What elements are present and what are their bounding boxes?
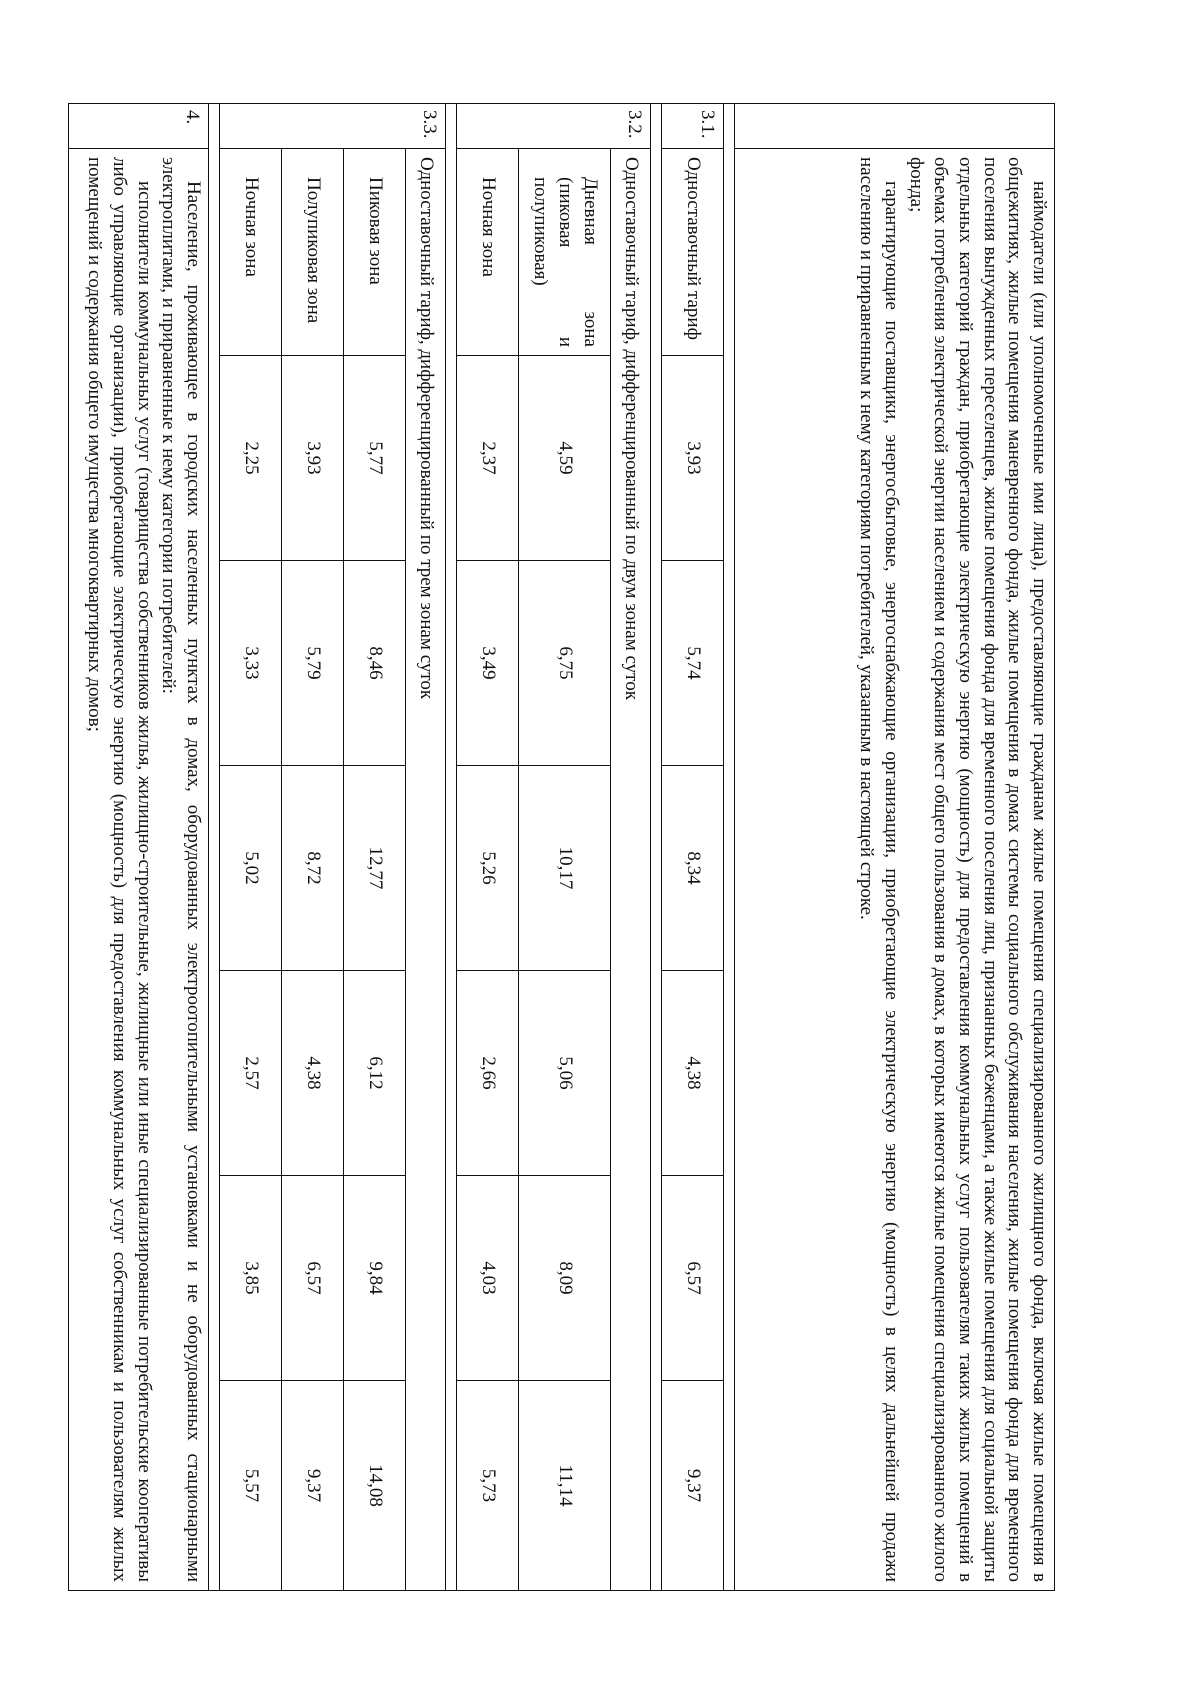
tariff-value: 6,57 [662,1176,724,1381]
tariff-value: 8,46 [344,561,406,766]
tariff-value: 3,33 [220,561,282,766]
tariff-name: Одноставочный тариф [662,149,724,356]
row-gap [209,104,220,1591]
table-row-3-3 [406,104,446,1591]
tariff-value: 9,37 [662,1381,724,1591]
table-row-3-2 [611,104,651,1591]
tariff-value: 2,66 [457,971,519,1176]
tariff-value: 10,17 [519,766,611,971]
row-gap [446,104,457,1591]
tariff-value: 5,06 [519,971,611,1176]
zone-name: Дневная зона (пиковая и полупиковая) [519,149,611,356]
tariff-value: 3,93 [662,356,724,561]
row-number [735,104,1055,149]
tariff-value: 5,02 [220,766,282,971]
table-row-3-3-night [220,104,282,1591]
tariff-value: 2,25 [220,356,282,561]
row-number: 3.1. [662,104,724,149]
zone-name: Ночная зона [457,149,519,356]
tariff-value: 8,72 [282,766,344,971]
tariff-table [68,103,1055,1591]
tariff-value: 6,57 [282,1176,344,1381]
table-row-3-3-semipeak [282,104,344,1591]
tariff-value: 14,08 [344,1381,406,1591]
tariff-value: 11,14 [519,1381,611,1591]
section-title: Одноставочный тариф, дифференцированный по двум зонам суток [611,149,651,1591]
zone-name: Пиковая зона [344,149,406,356]
tariff-value: 3,49 [457,561,519,766]
row-number: 3.2. [457,104,651,149]
tariff-value: 4,38 [662,971,724,1176]
tariff-value: 4,38 [282,971,344,1176]
table-row-4 [69,104,209,1591]
tariff-value: 8,09 [519,1176,611,1381]
tariff-value: 12,77 [344,766,406,971]
table-row-3-2-day [519,104,611,1591]
row-gap [724,104,735,1591]
table-row-3-3-peak [344,104,406,1591]
section-title: Одноставочный тариф, дифференцированный по трем зонам суток [406,149,446,1591]
tariff-value: 5,57 [220,1381,282,1591]
tariff-value: 6,75 [519,561,611,766]
tariff-value: 5,73 [457,1381,519,1591]
tariff-value: 2,37 [457,356,519,561]
tariff-value: 9,37 [282,1381,344,1591]
category-description: Население, проживающее в городских населенных пунктах в домах, оборудованных электроотопительными установками и не оборудованных стационарными электроплитами, и приравненные к нему категории потребителей: исполнители коммунальных услуг (товарищества собственников жилья, жилищно-строительные, жилищные или иные специализированные потребительские кооперативы либо управляющие организации), приобретающие электрическую энергию (мощность) для предоставления коммунальных услуг собственникам и пользователям жилых помещений и содержания общего имущества многоквартирных домов; [69,149,209,1591]
tariff-value: 9,84 [344,1176,406,1381]
tariff-value: 3,93 [282,356,344,561]
table-row-3-1 [662,104,724,1591]
table-row-3-2-night [457,104,519,1591]
tariff-value: 6,12 [344,971,406,1176]
row-number: 4. [69,104,209,149]
row-gap [651,104,662,1591]
zone-name: Полупиковая зона [282,149,344,356]
tariff-value: 3,85 [220,1176,282,1381]
zone-name: Ночная зона [220,149,282,356]
tariff-value: 2,57 [220,971,282,1176]
row-number: 3.3. [220,104,446,149]
tariff-value: 5,77 [344,356,406,561]
tariff-value: 5,26 [457,766,519,971]
tariff-value: 5,79 [282,561,344,766]
category-description: наймодатели (или уполномоченные ими лица), предоставляющие гражданам жилые помещения специализированного жилищного фонда, включая жилые помещения в общежитиях, жилые помещения маневренного фонда, жилые помещения в домах системы социального обслуживания населения, жилые помещения фонда для временного поселения вынужденных переселенцев, жилые помещения фонда для временного поселения лиц, признанных беженцами, а также жилые помещения для социальной защиты отдельных категорий граждан, приобретающие электрическую энергию (мощность) для предоставления коммунальных услуг пользователям таких жилых помещений в объемах потребления электрической энергии населением и содержания мест общего пользования в домах, в которых имеются жилые помещения специализированного жилого фонда; гарантирующие поставщики, энергосбытовые, энергоснабжающие организации, приобретающие электрическую энергию (мощность) в целях дальнейшей продажи населению и приравненным к нему категориям потребителей, указанным в настоящей строке. [735,149,1055,1591]
tariff-value: 4,59 [519,356,611,561]
tariff-value: 5,74 [662,561,724,766]
rotated-page [84,103,1055,1590]
table-row [735,104,1055,1591]
tariff-value: 8,34 [662,766,724,971]
tariff-value: 4,03 [457,1176,519,1381]
